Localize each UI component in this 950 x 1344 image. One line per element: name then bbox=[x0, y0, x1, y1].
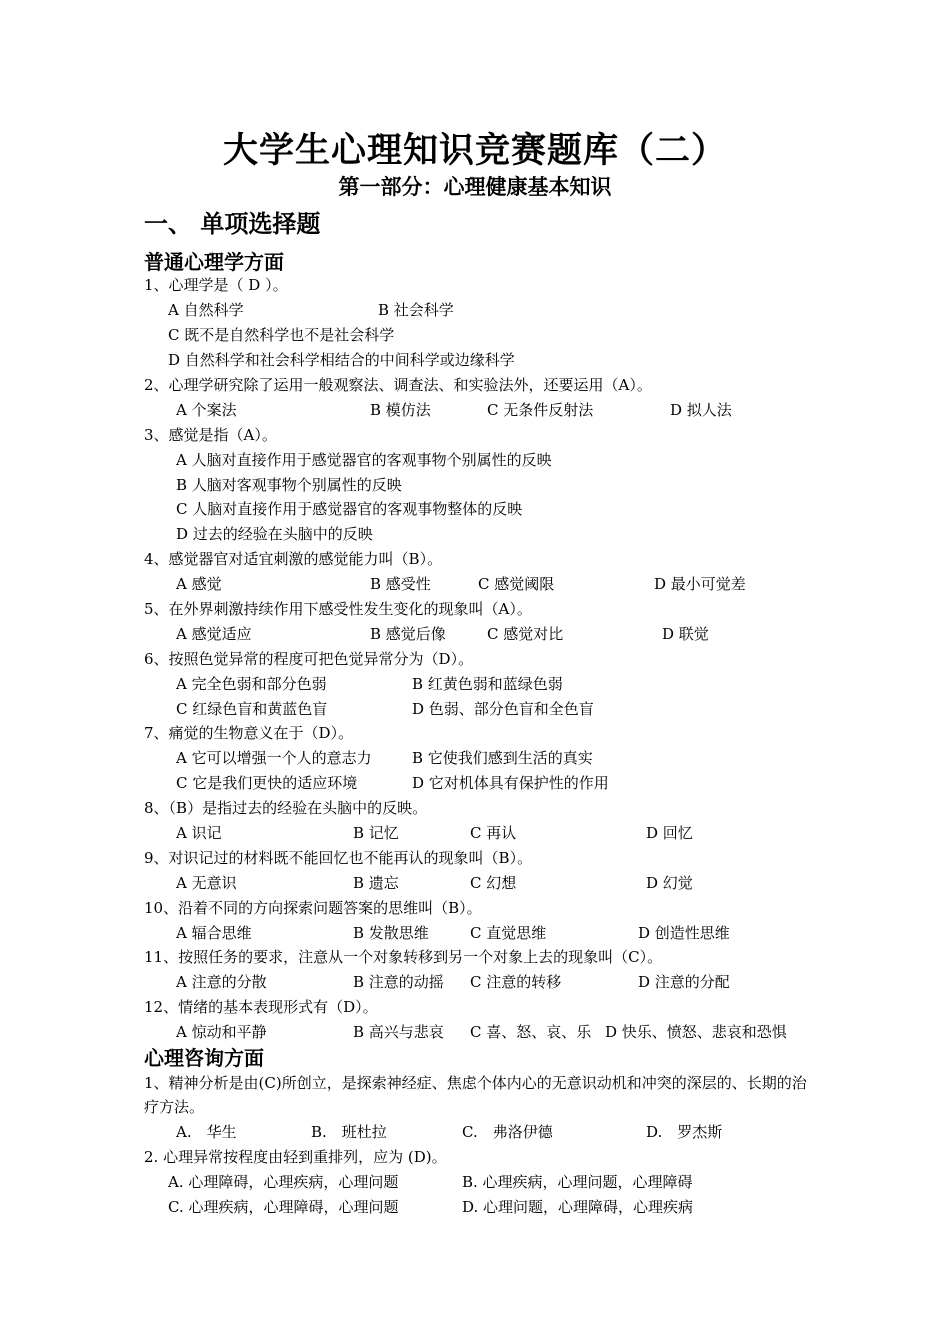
answer-option: C 直觉思维 bbox=[470, 924, 547, 942]
answer-option: C 它是我们更快的适应环境 bbox=[176, 774, 358, 792]
answer-option: A 自然科学 bbox=[168, 301, 244, 319]
answer-option: D 它对机体具有保护性的作用 bbox=[412, 774, 609, 792]
answer-option: B 人脑对客观事物个别属性的反映 bbox=[176, 476, 402, 494]
answer-option: C. 弗洛伊德 bbox=[462, 1123, 553, 1141]
answer-option: C 人脑对直接作用于感觉器官的客观事物整体的反映 bbox=[176, 500, 523, 518]
answer-option: B 社会科学 bbox=[378, 301, 454, 319]
answer-option: D 自然科学和社会科学相结合的中间科学或边缘科学 bbox=[168, 351, 515, 369]
question-text: 1、心理学是（ D ）。 bbox=[144, 276, 288, 294]
answer-option: C 感觉阈限 bbox=[478, 575, 555, 593]
answer-option: D 联觉 bbox=[662, 625, 709, 643]
question-text: 10、沿着不同的方向探索问题答案的思维叫（B）。 bbox=[144, 899, 482, 917]
answer-option: A 识记 bbox=[176, 824, 222, 842]
answer-option: A 完全色弱和部分色弱 bbox=[176, 675, 327, 693]
question-text: 4、感觉器官对适宜刺激的感觉能力叫（B）。 bbox=[144, 550, 443, 568]
answer-option: D 色弱、部分色盲和全色盲 bbox=[412, 700, 594, 718]
answer-option: C 再认 bbox=[470, 824, 517, 842]
answer-option: D 注意的分配 bbox=[638, 973, 730, 991]
answer-option: B 记忆 bbox=[353, 824, 399, 842]
answer-option: B 它使我们感到生活的真实 bbox=[412, 749, 593, 767]
answer-option: B 发散思维 bbox=[353, 924, 429, 942]
answer-option: C. 心理疾病，心理障碍，心理问题 bbox=[168, 1198, 399, 1216]
answer-option: D 拟人法 bbox=[670, 401, 732, 419]
answer-option: A 它可以增强一个人的意志力 bbox=[176, 749, 372, 767]
document-title: 大学生心理知识竞赛题库（二） bbox=[222, 130, 727, 171]
document-subtitle: 第一部分：心理健康基本知识 bbox=[338, 174, 612, 199]
answer-option: A 感觉 bbox=[176, 575, 222, 593]
section-heading-general-psychology: 普通心理学方面 bbox=[144, 250, 284, 274]
answer-option: D 快乐、愤怒、悲哀和恐惧 bbox=[605, 1023, 787, 1041]
question-text: 12、情绪的基本表现形式有（D）。 bbox=[144, 998, 378, 1016]
answer-option: A 惊动和平静 bbox=[176, 1023, 267, 1041]
answer-option: C 感觉对比 bbox=[487, 625, 564, 643]
answer-option: C 喜、怒、哀、乐 bbox=[470, 1023, 592, 1041]
answer-option: A 注意的分散 bbox=[176, 973, 267, 991]
answer-option: B. 班杜拉 bbox=[311, 1123, 387, 1141]
answer-option: A 无意识 bbox=[176, 874, 237, 892]
answer-option: A 感觉适应 bbox=[176, 625, 252, 643]
answer-option: A. 心理障碍，心理疾病，心理问题 bbox=[168, 1173, 399, 1191]
question-text: 9、对识记过的材料既不能回忆也不能再认的现象叫（B）。 bbox=[144, 849, 533, 867]
answer-option: B 遗忘 bbox=[353, 874, 399, 892]
answer-option: B 红黄色弱和蓝绿色弱 bbox=[412, 675, 563, 693]
answer-option: D 回忆 bbox=[646, 824, 693, 842]
question-text: 6、按照色觉异常的程度可把色觉异常分为（D）。 bbox=[144, 650, 474, 668]
answer-option: B 模仿法 bbox=[370, 401, 431, 419]
answer-option: A. 华生 bbox=[176, 1123, 237, 1141]
answer-option: B. 心理疾病，心理问题，心理障碍 bbox=[462, 1173, 693, 1191]
answer-option: B 高兴与悲哀 bbox=[353, 1023, 444, 1041]
question-text: 11、按照任务的要求，注意从一个对象转移到另一个对象上去的现象叫（C）。 bbox=[144, 948, 663, 966]
answer-option: D 过去的经验在头脑中的反映 bbox=[176, 525, 373, 543]
answer-option: D. 罗杰斯 bbox=[646, 1123, 723, 1141]
answer-option: D 创造性思维 bbox=[638, 924, 730, 942]
answer-option: C 注意的转移 bbox=[470, 973, 562, 991]
answer-option: C 红绿色盲和黄蓝色盲 bbox=[176, 700, 328, 718]
question-text: 5、在外界刺激持续作用下感受性发生变化的现象叫（A）。 bbox=[144, 600, 532, 618]
answer-option: D. 心理问题，心理障碍，心理疾病 bbox=[462, 1198, 694, 1216]
question-text: 7、痛觉的生物意义在于（D）。 bbox=[144, 724, 354, 742]
answer-option: A 人脑对直接作用于感觉器官的客观事物个别属性的反映 bbox=[176, 451, 552, 469]
question-text: 2. 心理异常按程度由轻到重排列，应为 (D)。 bbox=[144, 1148, 447, 1166]
question-text: 3、感觉是指（A）。 bbox=[144, 426, 277, 444]
question-text: 8、（B）是指过去的经验在头脑中的反映。 bbox=[144, 799, 428, 817]
answer-option: B 感受性 bbox=[370, 575, 431, 593]
section-heading-counseling: 心理咨询方面 bbox=[144, 1046, 264, 1070]
answer-option: B 感觉后像 bbox=[370, 625, 446, 643]
answer-option: C 既不是自然科学也不是社会科学 bbox=[168, 326, 395, 344]
answer-option: D 最小可觉差 bbox=[654, 575, 746, 593]
answer-option: C 幻想 bbox=[470, 874, 517, 892]
answer-option: C 无条件反射法 bbox=[487, 401, 594, 419]
answer-option: A 个案法 bbox=[176, 401, 237, 419]
part-heading: 一、 单项选择题 bbox=[144, 209, 321, 238]
answer-option: D 幻觉 bbox=[646, 874, 693, 892]
question-text: 1、精神分析是由(C)所创立，是探索神经症、焦虑个体内心的无意识动机和冲突的深层的、长期的治疗方法。 bbox=[144, 1074, 807, 1116]
answer-option: B 注意的动摇 bbox=[353, 973, 444, 991]
answer-option: A 辐合思维 bbox=[176, 924, 252, 942]
question-text: 2、心理学研究除了运用一般观察法、调查法、和实验法外，还要运用（A）。 bbox=[144, 376, 652, 394]
